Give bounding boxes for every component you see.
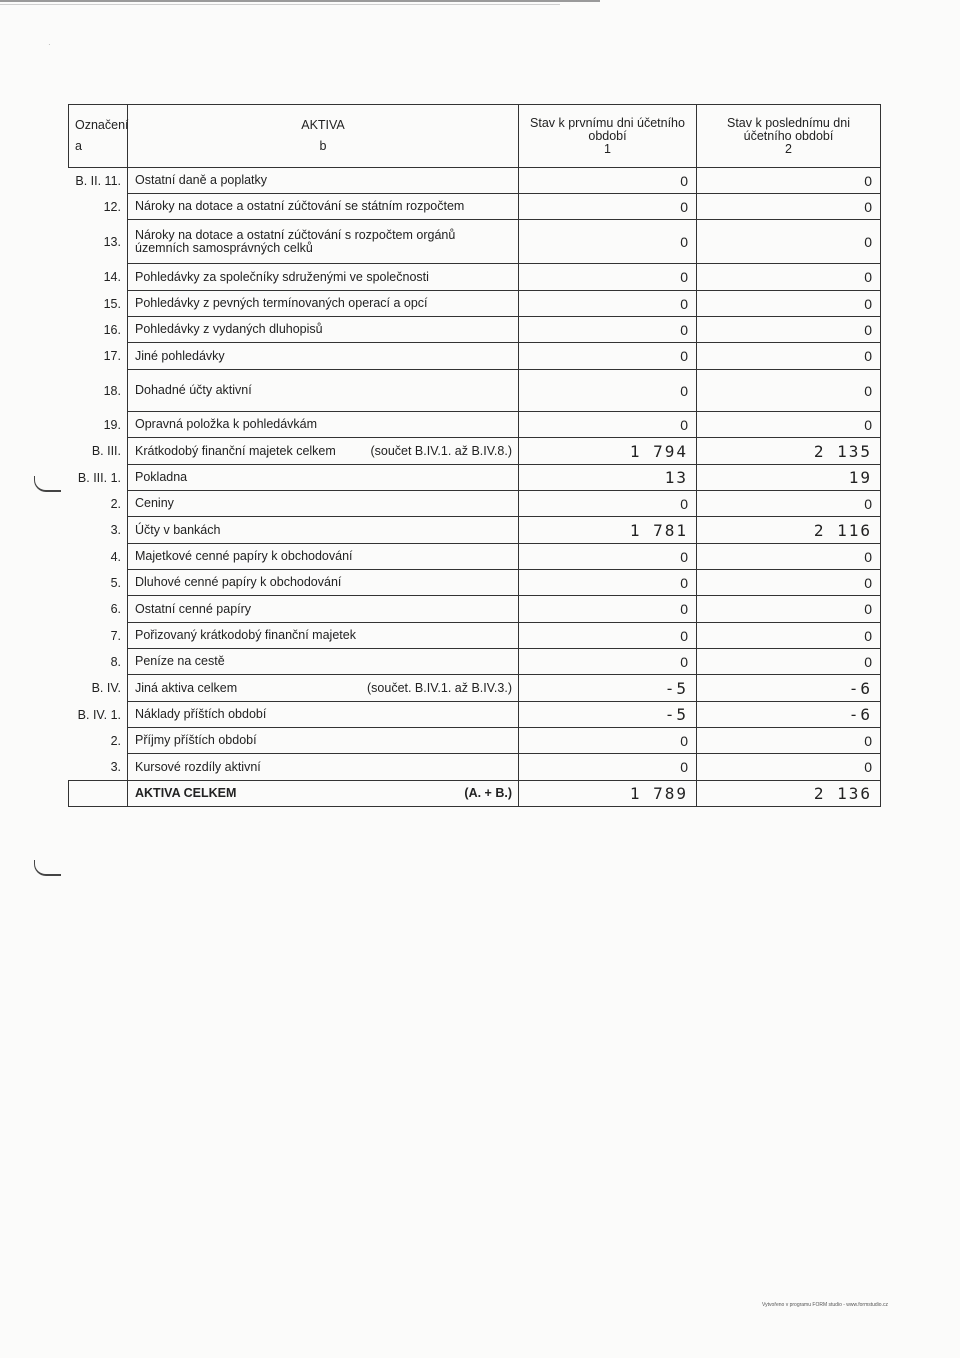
- row-value-col1: 0: [519, 544, 697, 570]
- table-row: [69, 623, 881, 649]
- row-value-col2: -6: [697, 702, 881, 728]
- header-col1: [519, 105, 697, 168]
- row-value-col2: 0: [697, 264, 881, 291]
- total-label: AKTIVA CELKEM: [135, 786, 237, 800]
- row-desc-cell: [128, 544, 519, 570]
- total-code: [69, 781, 128, 807]
- row-code: B. IV.: [91, 681, 121, 695]
- row-description: Krátkodobý finanční majetek celkem: [135, 443, 336, 458]
- row-value-col2: 0: [697, 291, 881, 317]
- row-value-col1: 1 781: [519, 517, 697, 544]
- row-value-col1: -5: [519, 675, 697, 702]
- total-value-col1: 1 789: [519, 781, 697, 807]
- row-value-col1: 0: [519, 623, 697, 649]
- header-code-sub: a: [75, 139, 82, 153]
- assets-table-header: [69, 105, 881, 168]
- row-code: 15.: [103, 296, 121, 311]
- row-code: B. II. 11.: [75, 173, 121, 188]
- row-desc-cell: [128, 570, 519, 596]
- row-code: B. III.: [91, 444, 121, 458]
- row-desc-cell: [128, 675, 519, 702]
- header-col1-sub: 1: [604, 141, 611, 156]
- row-value-col2: -6: [697, 675, 881, 702]
- table-row: [69, 675, 881, 702]
- row-description: Příjmy příštích období: [135, 733, 257, 747]
- table-row: [69, 291, 881, 317]
- row-value-col2: 2 116: [697, 517, 881, 544]
- table-row: [69, 491, 881, 517]
- header-col2-label: Stav k poslednímu dni účetního období: [727, 115, 850, 143]
- row-value-col2: 0: [697, 370, 881, 412]
- table-row: [69, 370, 881, 412]
- row-description: Jiná aktiva celkem: [135, 680, 238, 695]
- row-desc-cell: [128, 465, 519, 491]
- row-value-col1: 0: [519, 728, 697, 754]
- row-value-col1: -5: [519, 702, 697, 728]
- punch-mark-lower: [34, 860, 61, 876]
- row-value-col2: 0: [697, 754, 881, 781]
- row-desc-cell: [128, 194, 519, 220]
- row-value-col2: 0: [697, 168, 881, 194]
- row-code: 19.: [103, 417, 121, 432]
- scan-speck: ·: [48, 40, 51, 49]
- table-row: [69, 544, 881, 570]
- assets-table: [68, 104, 881, 807]
- table-row: [69, 728, 881, 754]
- table-row: [69, 570, 881, 596]
- row-desc-cell: [128, 343, 519, 370]
- row-code: 13.: [103, 234, 121, 249]
- row-value-col1: 0: [519, 370, 697, 412]
- row-value-col1: 0: [519, 491, 697, 517]
- table-row: [69, 264, 881, 291]
- row-description: Jiné pohledávky: [135, 348, 225, 363]
- row-description: Dohadné účty aktivní: [135, 383, 252, 397]
- row-description: Nároky na dotace a ostatní zúčtování s rozpočtem orgánů územních samosprávných celků: [135, 227, 456, 255]
- row-value-col2: 0: [697, 649, 881, 675]
- row-note: (součet. B.IV.1. až B.IV.3.): [367, 680, 512, 695]
- row-value-col2: 0: [697, 220, 881, 264]
- table-row: [69, 517, 881, 544]
- row-desc-cell: [128, 491, 519, 517]
- row-code: 14.: [103, 270, 121, 284]
- row-description: Kursové rozdíly aktivní: [135, 759, 261, 774]
- row-value-col2: 19: [697, 465, 881, 491]
- row-description: Pohledávky za společníky sdruženými ve společnosti: [135, 269, 429, 284]
- top-scan-rule: [0, 0, 600, 2]
- row-code: 17.: [103, 349, 121, 363]
- row-description: Pokladna: [135, 470, 188, 484]
- row-description: Ceniny: [135, 496, 174, 510]
- row-code: 12.: [103, 199, 121, 214]
- table-row: [69, 702, 881, 728]
- row-description: Ostatní daně a poplatky: [135, 173, 268, 187]
- header-assets-label: AKTIVA: [301, 118, 345, 132]
- row-value-col1: 0: [519, 317, 697, 343]
- row-value-col2: 0: [697, 544, 881, 570]
- table-row: [69, 168, 881, 194]
- row-description: Pohledávky z vydaných dluhopisů: [135, 322, 323, 336]
- row-description: Účty v bankách: [135, 522, 221, 537]
- row-desc-cell: [128, 291, 519, 317]
- row-code: 3.: [110, 523, 121, 537]
- row-value-col1: 0: [519, 220, 697, 264]
- row-code: 2.: [110, 733, 121, 748]
- row-desc-cell: [128, 317, 519, 343]
- top-scan-rule-secondary: [0, 4, 560, 5]
- row-value-col2: 0: [697, 570, 881, 596]
- row-code: 18.: [103, 383, 121, 398]
- row-value-col1: 0: [519, 596, 697, 623]
- assets-table-body: [69, 168, 881, 807]
- row-value-col1: 0: [519, 412, 697, 438]
- table-row: [69, 343, 881, 370]
- footer-note: Vytvořeno v programu FORM studio - www.formstudio.cz: [762, 1302, 888, 1308]
- row-value-col1: 1 794: [519, 438, 697, 465]
- header-col2: [697, 105, 881, 168]
- row-value-col2: 0: [697, 623, 881, 649]
- header-code: [69, 105, 128, 168]
- row-value-col2: 0: [697, 596, 881, 623]
- row-description: Opravná položka k pohledávkám: [135, 417, 318, 431]
- row-description: Majetkové cenné papíry k obchodování: [135, 549, 353, 563]
- row-value-col1: 0: [519, 570, 697, 596]
- row-value-col1: 13: [519, 465, 697, 491]
- table-row: [69, 317, 881, 343]
- header-assets-sub: b: [319, 139, 327, 153]
- row-note: (součet B.IV.1. až B.IV.8.): [370, 443, 512, 458]
- total-row: [69, 781, 881, 807]
- table-row: [69, 194, 881, 220]
- header-col1-label: Stav k prvnímu dni účetního období: [530, 115, 685, 143]
- row-desc-cell: [128, 168, 519, 194]
- row-desc-cell: [128, 264, 519, 291]
- row-value-col1: 0: [519, 168, 697, 194]
- row-value-col2: 0: [697, 412, 881, 438]
- table-row: [69, 465, 881, 491]
- row-value-col2: 0: [697, 317, 881, 343]
- total-desc-cell: [128, 781, 519, 807]
- row-value-col1: 0: [519, 264, 697, 291]
- header-assets: [128, 105, 519, 168]
- row-value-col2: 0: [697, 343, 881, 370]
- row-code: B. IV. 1.: [77, 707, 121, 722]
- row-desc-cell: [128, 438, 519, 465]
- header-code-label: Označení: [75, 118, 129, 132]
- row-description: Ostatní cenné papíry: [135, 601, 252, 616]
- table-row: [69, 438, 881, 465]
- table-row: [69, 412, 881, 438]
- row-code: 16.: [103, 322, 121, 337]
- table-row: [69, 754, 881, 781]
- row-code: 4.: [110, 549, 121, 564]
- total-value-col2: 2 136: [697, 781, 881, 807]
- row-code: 8.: [110, 654, 121, 669]
- row-description: Pohledávky z pevných termínovaných operací a opcí: [135, 296, 428, 310]
- row-description: Nároky na dotace a ostatní zúčtování se státním rozpočtem: [135, 199, 465, 213]
- row-desc-cell: [128, 220, 519, 264]
- row-desc-cell: [128, 754, 519, 781]
- row-value-col2: 2 135: [697, 438, 881, 465]
- punch-mark-upper: [34, 476, 61, 492]
- row-desc-cell: [128, 702, 519, 728]
- row-description: Peníze na cestě: [135, 654, 225, 668]
- table-row: [69, 649, 881, 675]
- row-code: 3.: [110, 759, 121, 774]
- header-col2-sub: 2: [785, 141, 792, 156]
- row-description: Dluhové cenné papíry k obchodování: [135, 575, 342, 589]
- row-value-col1: 0: [519, 194, 697, 220]
- row-desc-cell: [128, 623, 519, 649]
- row-description: Pořizovaný krátkodobý finanční majetek: [135, 628, 356, 642]
- row-code: 7.: [110, 628, 121, 643]
- row-desc-cell: [128, 370, 519, 412]
- total-note: (A. + B.): [464, 786, 512, 800]
- row-value-col2: 0: [697, 728, 881, 754]
- row-value-col1: 0: [519, 754, 697, 781]
- row-desc-cell: [128, 728, 519, 754]
- row-desc-cell: [128, 412, 519, 438]
- row-code: 6.: [110, 602, 121, 616]
- row-desc-cell: [128, 517, 519, 544]
- table-row: [69, 596, 881, 623]
- row-code: 2.: [110, 496, 121, 511]
- row-value-col1: 0: [519, 343, 697, 370]
- row-value-col2: 0: [697, 491, 881, 517]
- row-value-col2: 0: [697, 194, 881, 220]
- row-desc-cell: [128, 649, 519, 675]
- row-code: 5.: [110, 575, 121, 590]
- row-value-col1: 0: [519, 291, 697, 317]
- table-row: [69, 220, 881, 264]
- row-value-col1: 0: [519, 649, 697, 675]
- row-code: B. III. 1.: [77, 470, 121, 485]
- row-description: Náklady příštích období: [135, 707, 267, 721]
- row-desc-cell: [128, 596, 519, 623]
